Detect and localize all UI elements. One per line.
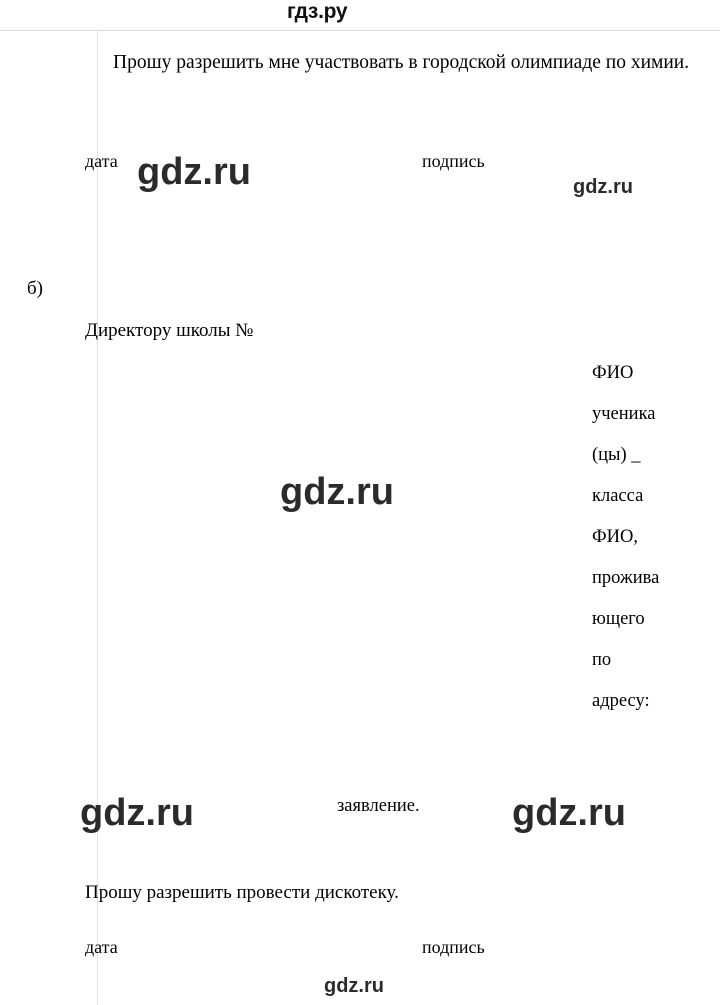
address-line: ФИО	[592, 363, 634, 383]
address-line: прожива	[592, 568, 660, 588]
disco-paragraph: Прошу разрешить провести дискотеку.	[85, 882, 399, 903]
header-divider	[0, 30, 720, 31]
watermark: gdz.ru	[324, 975, 384, 997]
watermark: gdz.ru	[137, 151, 251, 193]
watermark: gdz.ru	[280, 471, 394, 513]
address-block	[592, 353, 692, 722]
address-line: ФИО,	[592, 527, 638, 547]
date-label-1: дата	[85, 151, 118, 171]
address-line: (цы) _	[592, 445, 641, 465]
site-logo[interactable]: гдз.ру	[287, 0, 348, 23]
director-line: Директору школы №	[85, 320, 254, 341]
page-left-margin-rule	[97, 31, 98, 1005]
watermark: gdz.ru	[80, 792, 194, 834]
address-line: ющего	[592, 609, 645, 629]
watermark: gdz.ru	[573, 176, 633, 198]
address-line: класса	[592, 486, 644, 506]
item-marker-b: б)	[27, 278, 43, 299]
statement-word: заявление.	[337, 796, 420, 816]
address-line: адресу:	[592, 691, 650, 711]
signature-label-1: подпись	[422, 151, 485, 171]
watermark: gdz.ru	[512, 792, 626, 834]
request-paragraph: Прошу разрешить мне участвовать в городской олимпиаде по химии.	[113, 52, 690, 73]
address-line: ученика	[592, 404, 656, 424]
date-label-2: дата	[85, 937, 118, 957]
signature-label-2: подпись	[422, 937, 485, 957]
address-line: по	[592, 650, 612, 670]
